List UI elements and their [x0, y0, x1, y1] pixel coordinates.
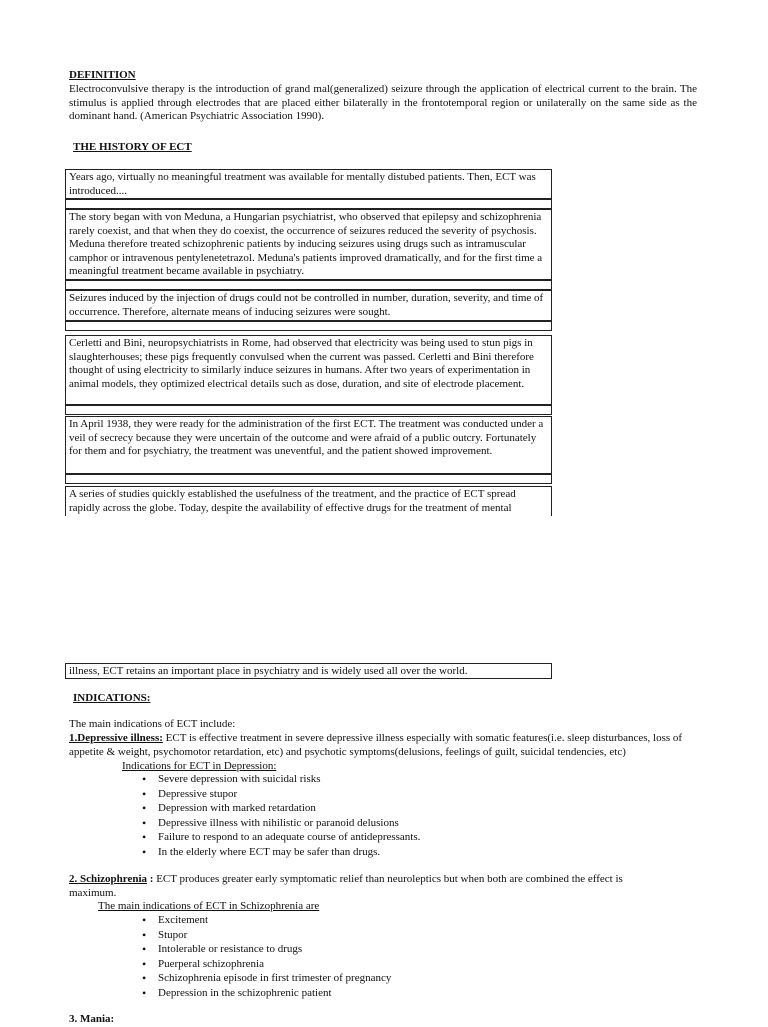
table-spacer: [65, 474, 552, 484]
list-item: • Puerperal schizophrenia: [142, 958, 391, 973]
table-spacer: [65, 405, 552, 415]
history-box-3: Seizures induced by the injection of drugs could not be controlled in number, duration, severity, and time of occurrence. Therefore, alternate means of inducing seizures were sought.: [65, 290, 552, 321]
list-item: • In the elderly where ECT may be safer than drugs.: [142, 846, 420, 861]
schizophrenia-text: ECT produces greater early symptomatic relief than neuroleptics but when both are combined the effect is maximum.: [69, 873, 623, 899]
schizophrenia-paragraph: [69, 873, 669, 900]
schizophrenia-indications-list: [142, 914, 391, 1001]
depressive-illness-text: ECT is effective treatment in severe depressive illness especially with somatic features(i.e. sleep disturbances, loss of appetite & weight, psychomotor retardation, etc) and psychotic symptoms(delusions, feelings of guilt, suicidal tendencies, etc): [69, 732, 683, 758]
list-item: • Severe depression with suicidal risks: [142, 773, 420, 788]
depressive-illness-label: 1.Depressive illness:: [69, 732, 163, 744]
mania-heading: 3. Mania:: [69, 1013, 115, 1025]
list-item: • Intolerable or resistance to drugs: [142, 943, 391, 958]
list-item: • Schizophrenia episode in first trimester of pregnancy: [142, 972, 391, 987]
depression-indications-list: [142, 773, 420, 860]
schizophrenia-colon: :: [147, 873, 154, 885]
history-heading: THE HISTORY OF ECT: [73, 141, 192, 153]
list-item: • Depression with marked retardation: [142, 802, 420, 817]
definition-text: Electroconvulsive therapy is the introduction of grand mal(generalized) seizure through the application of electrical current to the brain. The stimulus is applied through electrodes that are placed either bilaterally in the frontotemporal region or unilaterally on the same side as the dominant hand. (American Psychiatric Association 1990).: [69, 83, 697, 122]
schizophrenia-label: 2. Schizophrenia: [69, 873, 148, 885]
table-spacer: [65, 321, 552, 331]
history-box-6: A series of studies quickly established the usefulness of the treatment, and the practice of ECT spread rapidly across the globe. Today, despite the availability of effective drugs for the treatment of mental: [65, 486, 552, 516]
history-box-6-continued: illness, ECT retains an important place in psychiatry and is widely used all over the world.: [65, 663, 552, 679]
indications-heading: INDICATIONS:: [73, 692, 151, 704]
indications-intro: The main indications of ECT include:: [69, 718, 236, 730]
definition-heading: DEFINITION: [69, 69, 136, 81]
list-item: • Depression in the schizophrenic patient: [142, 987, 391, 1002]
list-item: • Depressive illness with nihilistic or paranoid delusions: [142, 817, 420, 832]
depressive-illness-paragraph: [69, 732, 701, 759]
history-box-5: In April 1938, they were ready for the administration of the first ECT. The treatment was conducted under a veil of secrecy because they were uncertain of the outcome and were afraid of a public outcry. Fortunately for them and for psychiatry, the treatment was uneventful, and the patient showed improvement.: [65, 416, 552, 474]
schizophrenia-subheading: The main indications of ECT in Schizophrenia are: [98, 900, 320, 912]
depression-subheading: Indications for ECT in Depression:: [122, 760, 277, 772]
history-box-4: Cerletti and Bini, neuropsychiatrists in Rome, had observed that electricity was being used to stun pigs in slaughterhouses; these pigs frequently convulsed when the current was passed. Cerletti and Bini therefore thought of using electricity to similarly induce seizures in humans. After two years of experimentation in animal models, they optimized electrical details such as dose, duration, and site of electrode placement.: [65, 335, 552, 405]
table-spacer: [65, 280, 552, 290]
list-item: • Excitement: [142, 914, 391, 929]
history-box-1: Years ago, virtually no meaningful treatment was available for mentally distubed patients. Then, ECT was introduced....: [65, 169, 552, 199]
history-box-2: The story began with von Meduna, a Hungarian psychiatrist, who observed that epilepsy and schizophrenia rarely coexist, and that when they do coexist, the occurrence of seizures reduced the severity of psychosis. Meduna therefore treated schizophrenic patients by inducing seizures using drugs such as intramuscular camphor or intravenous pentylenetetrazol. Meduna's patients improved dramatically, and for the first time a meaningful treatment became available in psychiatry.: [65, 209, 552, 280]
list-item: • Failure to respond to an adequate course of antidepressants.: [142, 831, 420, 846]
table-spacer: [65, 199, 552, 209]
list-item: • Depressive stupor: [142, 788, 420, 803]
list-item: • Stupor: [142, 929, 391, 944]
